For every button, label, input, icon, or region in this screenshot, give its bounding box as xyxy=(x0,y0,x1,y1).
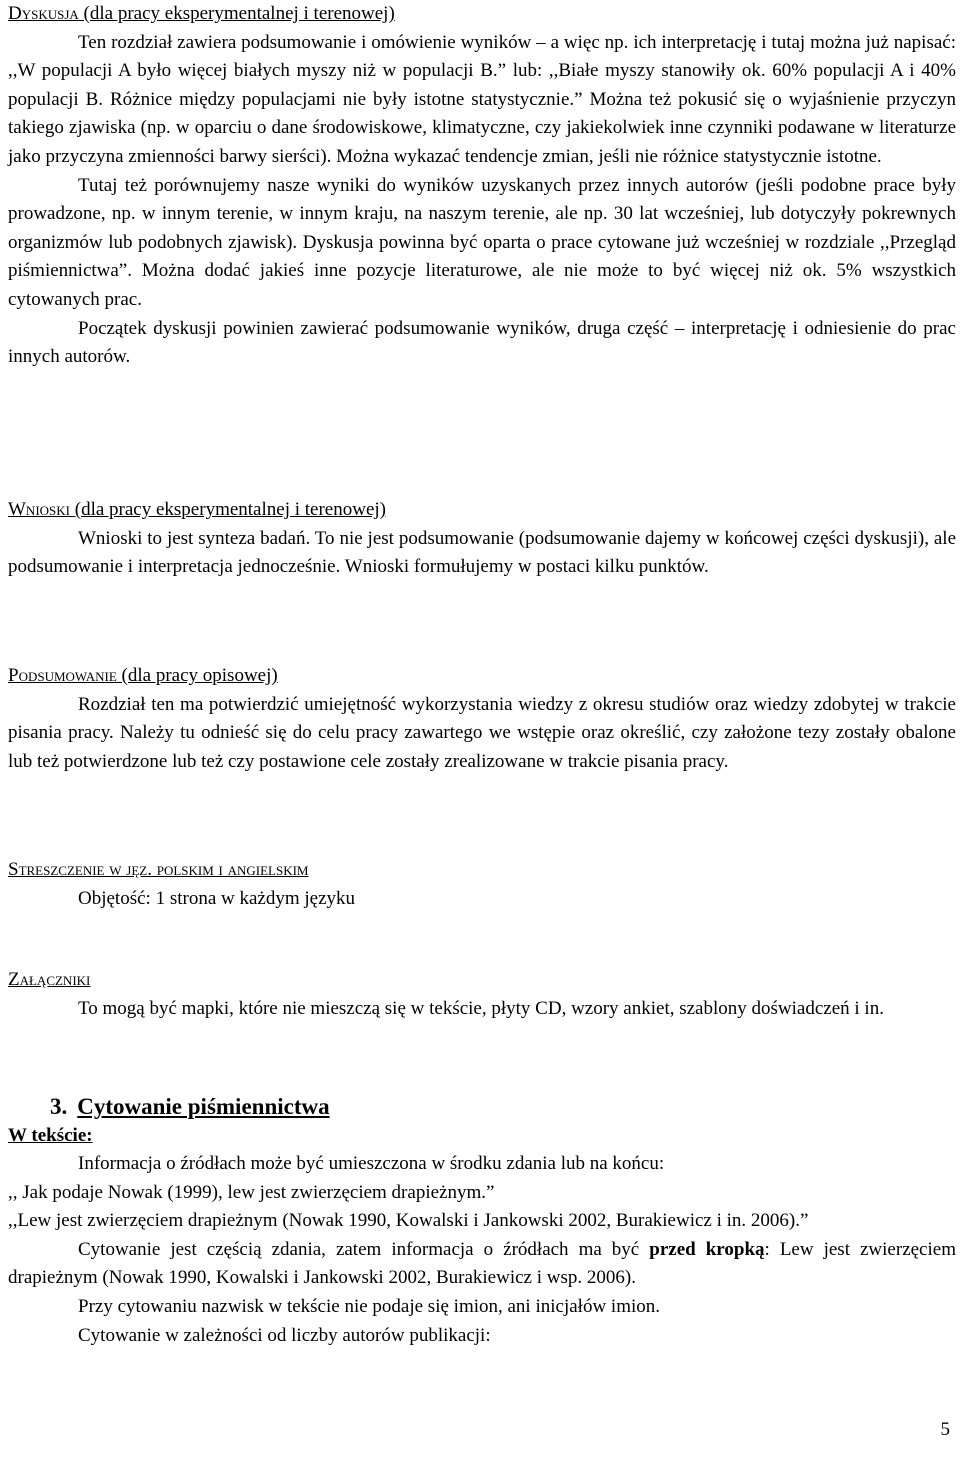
podsumowanie-heading-note: (dla pracy opisowej) xyxy=(116,665,278,686)
cytowanie-p4-before: Cytowanie jest częścią zdania, zatem informacja o źródłach ma być xyxy=(78,1238,650,1260)
cytowanie-p4-bold: przed kropką xyxy=(649,1238,765,1260)
podsumowanie-paragraph: Rozdział ten ma potwierdzić umiejętność wykorzystania wiedzy z okresu studiów oraz wiedzy zdobytej w trakcie pisania pracy. Należy tu odnieść się do celu pracy zawartego we wstępie oraz określić, czy założone tezy zostały obalone lub też potwierdzone lub też czy postawione cele zostały zrealizowane w trakcie pisania pracy. xyxy=(8,693,956,772)
page-number: 5 xyxy=(940,1419,950,1440)
cytowanie-p4-after: : Lew jest zwierzęciem drapieżnym (Nowak 1990, Kowalski i Jankowski 2002, Burakiewicz i wsp. 2006). xyxy=(8,1238,956,1289)
cytowanie-example-1: ,, Jak podaje Nowak (1999), lew jest zwierzęciem drapieżnym.” xyxy=(8,1181,495,1203)
dyskusja-heading-note: (dla pracy eksperymentalnej i terenowej) xyxy=(78,3,395,24)
dyskusja-paragraph-3: Początek dyskusji powinien zawierać podsumowanie wyników, druga część – interpretację i odniesienie do prac innych autorów. xyxy=(8,317,956,368)
cytowanie-example-2: ,,Lew jest zwierzęciem drapieżnym (Nowak 1990, Kowalski i Jankowski 2002, Burakiewicz i in. 2006).” xyxy=(8,1210,809,1232)
section-wnioski xyxy=(8,496,956,582)
cytowanie-line-1: Informacja o źródłach może być umieszczona w środku zdania lub na końcu: xyxy=(78,1153,665,1174)
section-title: Cytowanie piśmiennictwa xyxy=(77,1094,330,1119)
wnioski-heading-note: (dla pracy eksperymentalnej i terenowej) xyxy=(70,499,386,520)
section-cytowanie xyxy=(8,1092,956,1350)
zalaczniki-heading xyxy=(8,966,956,995)
section-streszczenie xyxy=(8,856,956,913)
section-dyskusja xyxy=(8,0,956,372)
streszczenie-paragraph: Objętość: 1 strona w każdym języku xyxy=(78,887,356,909)
section-number: 3. xyxy=(50,1094,68,1119)
zalaczniki-paragraph: To mogą być mapki, które nie mieszczą się w tekście, płyty CD, wzory ankiet, szablony doświadczeń i in. xyxy=(78,997,884,1019)
section-zalaczniki xyxy=(8,966,956,1023)
cytowanie-line-6: Cytowanie w zależności od liczby autorów publikacji: xyxy=(78,1324,491,1346)
dyskusja-paragraph-2: Tutaj też porównujemy nasze wyniki do wyników uzyskanych przez innych autorów (jeśli podobne prace były prowadzone, np. w innym terenie, w innym kraju, na naszym terenie, ale np. 30 lat wcześniej, lub dotyczyły pokrewnych organizmów lub podobnych zjawisk). Dyskusja powinna być oparta o prace cytowane już wcześniej w rozdziale ,,Przegląd piśmiennictwa”. Można dodać jakieś inne pozycje literaturowe, ale nie może to być więcej niż ok. 5% wszystkich cytowanych prac. xyxy=(8,174,956,310)
wnioski-heading xyxy=(8,496,956,525)
wnioski-paragraph: Wnioski to jest synteza badań. To nie jest podsumowanie (podsumowanie dajemy w końcowej części dyskusji), ale podsumowanie i interpretacja jednocześnie. Wnioski formułujemy w postaci kilku punktów. xyxy=(8,527,956,578)
streszczenie-heading-label: Streszczenie w jęz. polskim i angielskim xyxy=(8,859,309,880)
cytowanie-paragraph-4 xyxy=(8,1236,956,1293)
wnioski-heading-label: Wnioski xyxy=(8,499,70,520)
cytowanie-line-5: Przy cytowaniu nazwisk w tekście nie podaje się imion, ani inicjałów imion. xyxy=(78,1295,661,1317)
dyskusja-paragraph-1: Ten rozdział zawiera podsumowanie i omówienie wyników – a więc np. ich interpretację i tutaj można już napisać: ,,W populacji A było więcej białych myszy niż w populacji B.” lub: ,,Białe myszy stanowiły ok. 60% populacji A i 40% populacji B. Różnice między populacjami nie były istotne statystycznie.” Można też pokusić się o wyjaśnienie przyczyn takiego zjawiska (np. w oparciu o dane środowiskowe, klimatyczne, czy jakiekolwiek inne czynniki podawane w literaturze jako przyczyna zmienności barwy sierści). Można wykazać tendencje zmian, jeśli nie różnice statystycznie istotne. xyxy=(8,31,956,167)
cytowanie-heading xyxy=(8,1092,956,1122)
cytowanie-subheading: W tekście: xyxy=(8,1125,93,1146)
dyskusja-heading xyxy=(8,0,956,29)
zalaczniki-heading-label: Załączniki xyxy=(8,969,91,990)
podsumowanie-heading xyxy=(8,662,956,691)
podsumowanie-heading-label: Podsumowanie xyxy=(8,665,117,686)
streszczenie-heading xyxy=(8,856,956,885)
dyskusja-heading-label: Dyskusja xyxy=(8,3,79,24)
section-podsumowanie xyxy=(8,662,956,776)
